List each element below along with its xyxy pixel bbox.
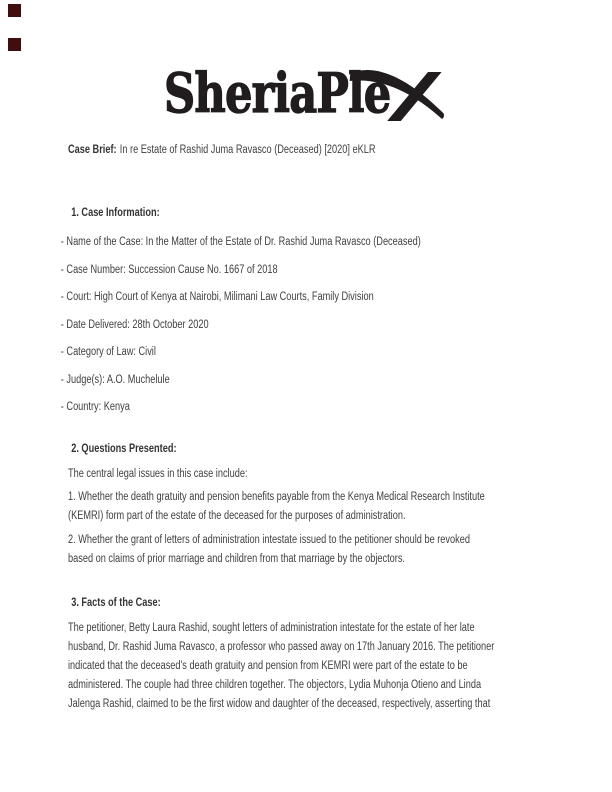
questions-intro: The central legal issues in this case include: <box>68 468 248 480</box>
case-information-item: - Case Number: Succession Cause No. 1667 of 2018 <box>60 263 278 276</box>
facts-line: husband, Dr. Rashid Juma Ravasco, a professor who passed away on 17th January 2016. The petitioner <box>68 641 495 653</box>
facts-line: administered. The couple had three children together. The objectors, Lydia Muhonja Otieno and Linda <box>68 679 482 691</box>
case-information-item: - Country: Kenya <box>60 401 130 413</box>
facts-paragraph <box>68 619 494 714</box>
question-2-line: 2. Whether the grant of letters of administration intestate issued to the petitioner should be revoked <box>68 534 470 546</box>
question-2-paragraph <box>68 531 470 569</box>
logo-wordmark: SheriaPle <box>163 61 391 125</box>
section-heading-facts: 3. Facts of the Case: <box>71 597 161 609</box>
case-brief-title: In re Estate of Rashid Juma Ravasco (Deceased) [2020] eKLR <box>119 143 376 156</box>
facts-line: Jalenga Rashid, claimed to be the first widow and daughter of the deceased, respectively, asserting that <box>68 698 491 710</box>
case-information-item: - Court: High Court of Kenya at Nairobi, Milimani Law Courts, Family Division <box>60 291 374 303</box>
question-2-line: based on claims of prior marriage and children from that marriage by the objectors. <box>68 553 405 565</box>
case-brief-label: Case Brief: <box>68 143 117 156</box>
facts-line: indicated that the deceased's death gratuity and pension from KEMRI were part of the estate to be <box>68 660 468 672</box>
section-heading-questions-presented: 2. Questions Presented: <box>71 443 177 455</box>
sheriaplex-logo <box>0 60 612 125</box>
logo-x-swoosh-icon <box>382 64 448 122</box>
question-1-paragraph <box>68 488 485 526</box>
case-information-item: - Name of the Case: In the Matter of the Estate of Dr. Rashid Juma Ravasco (Deceased) <box>60 236 421 248</box>
case-information-item: - Date Delivered: 28th October 2020 <box>60 318 209 331</box>
section-heading-case-information: 1. Case Information: <box>71 207 160 219</box>
question-1-line: 1. Whether the death gratuity and pension benefits payable from the Kenya Medical Research Institute <box>68 491 485 503</box>
case-information-item: - Judge(s): A.O. Muchelule <box>60 373 170 386</box>
question-1-line: (KEMRI) form part of the estate of the deceased for the purposes of administration. <box>68 510 406 522</box>
case-information-item: - Category of Law: Civil <box>60 346 156 358</box>
case-brief-line <box>68 143 375 158</box>
case-information-list <box>61 233 421 426</box>
facts-line: The petitioner, Betty Laura Rashid, sought letters of administration intestate for the estate of her late <box>68 622 475 634</box>
